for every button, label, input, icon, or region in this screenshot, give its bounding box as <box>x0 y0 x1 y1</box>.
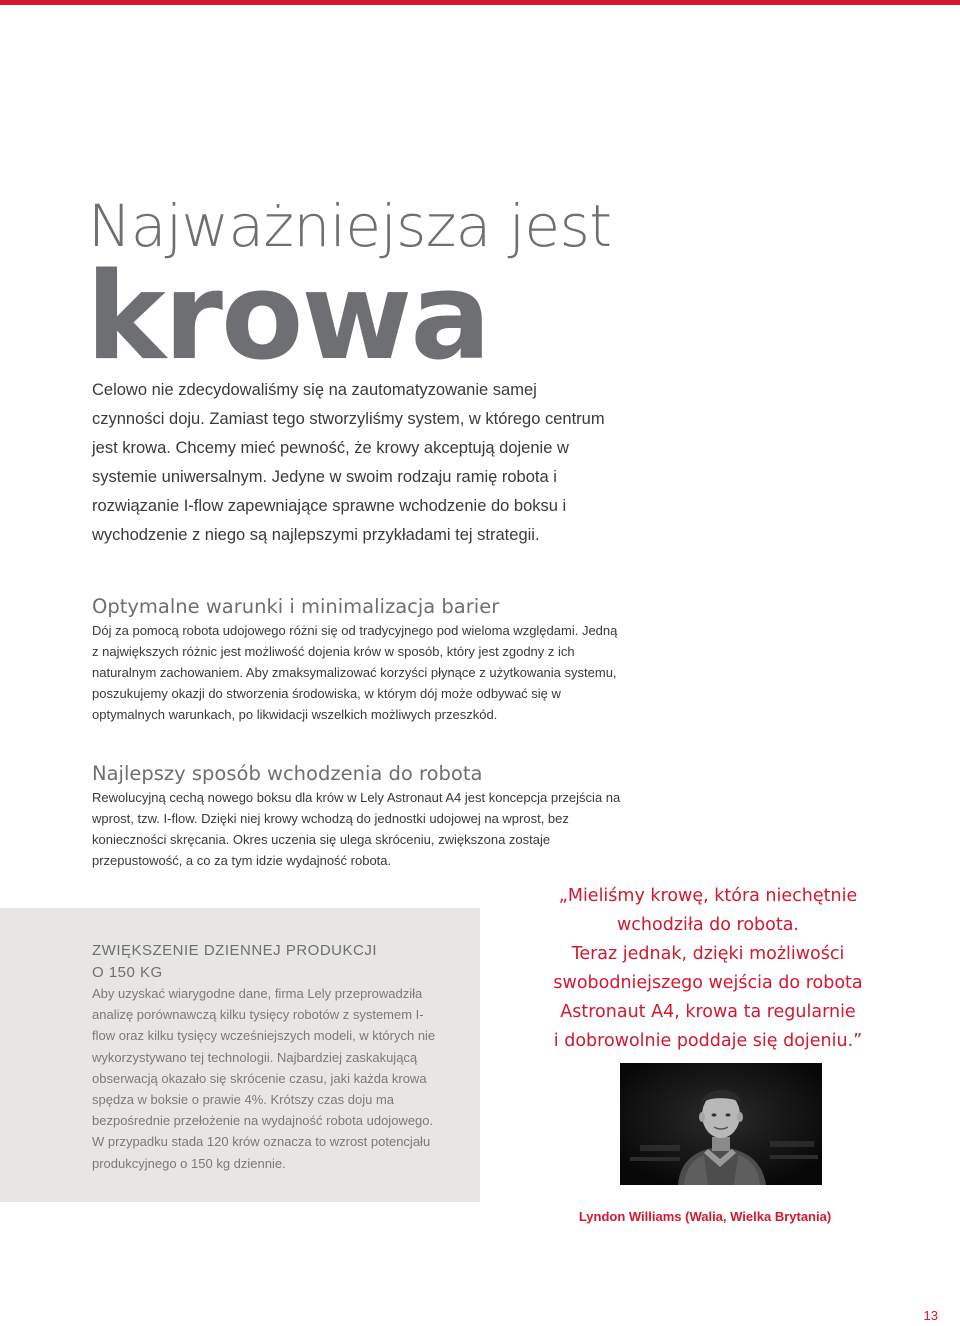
page-number: 13 <box>923 1308 938 1323</box>
intro-paragraph: Celowo nie zdecydowaliśmy się na zautomatyzowanie samej czynności doju. Zamiast tego stworzyliśmy system, w którego centrum jest krowa. Chcemy mieć pewność, że krowy akceptują dojenie w systemie uniwersalnym. Jedyne w swoim rodzaju ramię robota i rozwiązanie I-flow zapewniające sprawne wchodzenie do boksu i wychodzenie z niego są najlepszymi przykładami tej strategii. <box>92 381 605 544</box>
section-body-optimal-conditions: Dój za pomocą robota udojowego różni się od tradycyjnego pod wieloma względami. Jedną z największych różnic jest możliwość dojenia krów w sposób, który jest zgodny z ich naturalnym zachowaniem. Aby zmaksymalizować korzyści płynące z użytkowania systemu, poszukujemy okazji do stworzenia środowiska, w którym dój może odbywać się w optymalnych warunkach, po likwidacji wszelkich możliwych przeszkód. <box>92 623 618 722</box>
farmer-portrait-photo <box>620 1063 822 1185</box>
quote-line: Astronaut A4, krowa ta regularnie <box>560 1002 856 1022</box>
info-box-heading-line1: ZWIĘKSZENIE DZIENNEJ PRODUKCJI <box>92 942 378 959</box>
info-box-heading <box>92 940 377 984</box>
quote-line: wchodziła do robota. <box>616 915 799 935</box>
section-heading-entry: Najlepszy sposób wchodzenia do robota <box>92 762 483 785</box>
quote-line: swobodniejszego wejścia do robota <box>553 973 863 993</box>
section-heading-optimal-conditions: Optymalne warunki i minimalizacja barier <box>92 595 500 618</box>
page-title-line2: krowa <box>86 248 490 387</box>
quote-line: i dobrowolnie poddaje się dojeniu.” <box>553 1031 863 1051</box>
info-box-body: Aby uzyskać wiarygodne dane, firma Lely przeprowadziła analizę porównawczą kilku tysięcy robotów z systemem I-flow oraz kilku tysięcy wcześniejszych modeli, w których nie wykorzystywano tej technologii. Najbardziej zaskakującą obserwacją okazało się skrócenie czasu, jaki każda krowa spędza w boksie o prawie 4%. Krótszy czas doju ma bezpośrednie przełożenie na wydajność robota udojowego. W przypadku stada 120 krów oznacza to wzrost potencjału produkcyjnego o 150 kg dziennie. <box>92 986 436 1171</box>
photo-caption: Lyndon Williams (Walia, Wielka Brytania) <box>578 1209 832 1224</box>
portrait-illustration <box>620 1063 822 1185</box>
quote-line: „Mieliśmy krowę, która niechętnie <box>558 886 858 906</box>
quote-line: Teraz jednak, dzięki możliwości <box>571 944 845 964</box>
page-title-line1: Najważniejsza jest <box>88 192 612 260</box>
top-accent-bar <box>0 0 960 5</box>
info-box-heading-line2: O 150 KG <box>92 964 163 981</box>
pull-quote <box>538 882 878 1056</box>
section-body-entry: Rewolucyjną cechą nowego boksu dla krów w Lely Astronaut A4 jest koncepcja przejścia na wprost, tzw. I-flow. Dzięki niej krowy wchodzą do jednostki udojowej na wprost, bez konieczności skręcania. Okres uczenia się ulega skróceniu, zwiększona zostaje przepustowość, a co za tym idzie wydajność robota. <box>92 790 621 868</box>
